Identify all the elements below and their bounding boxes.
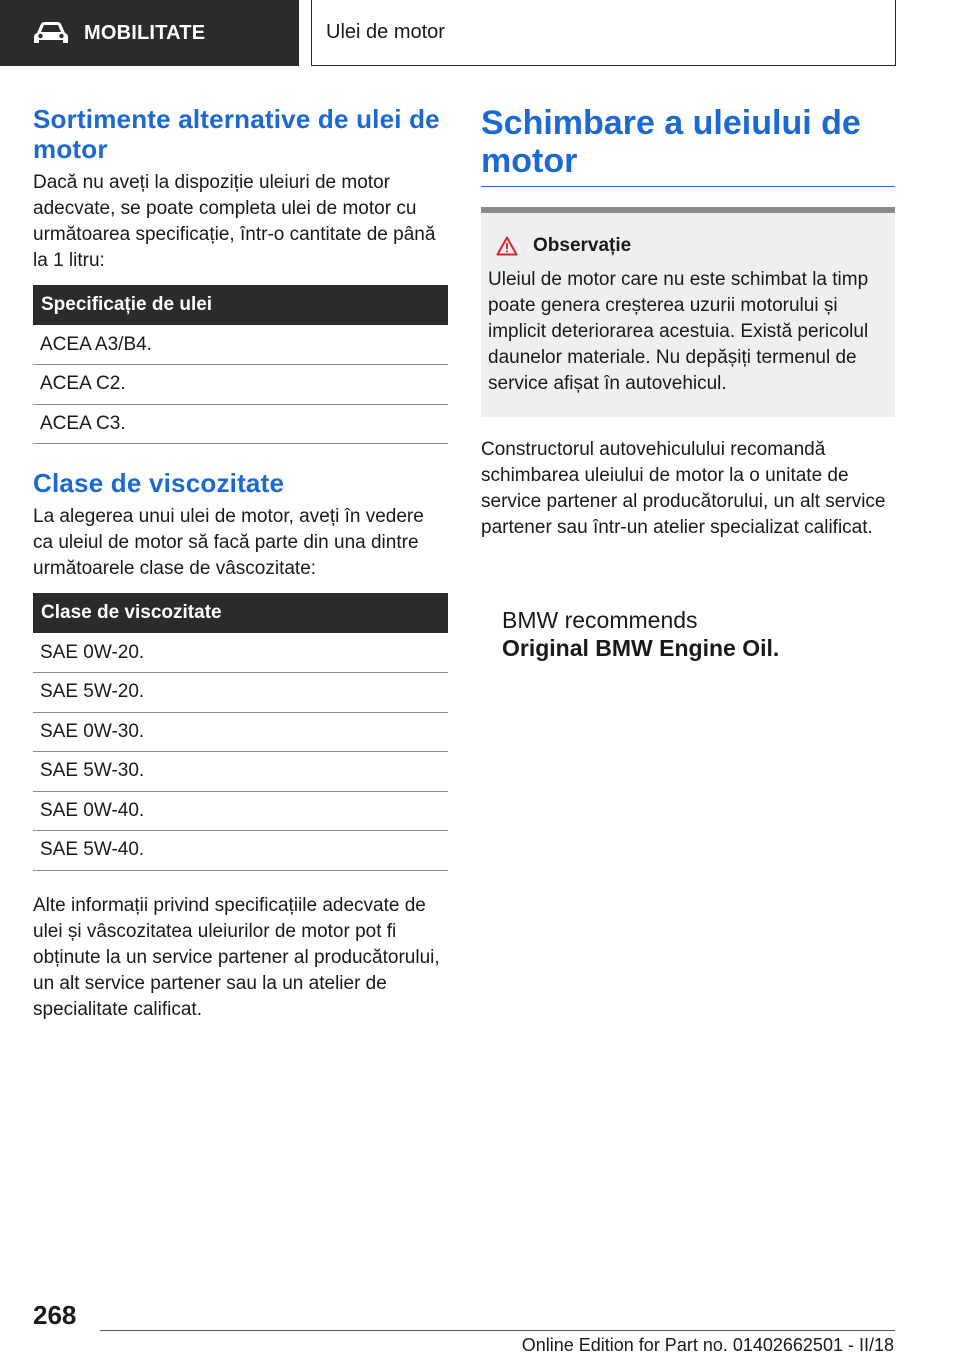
table-cell: ACEA C2. [33,365,448,405]
table-row [33,791,448,831]
left-column [33,104,448,1023]
table-row [33,673,448,713]
oil-change-heading: Schimbare a uleiului de motor [481,104,861,180]
table-header: Clase de viscozitate [33,593,448,633]
table-row [33,404,448,444]
viscosity-heading: Clase de viscozitate [33,468,285,498]
table-cell: ACEA C3. [33,404,448,444]
page-number: 268 [33,1300,77,1330]
table-cell: SAE 5W-40. [33,831,448,871]
table-header: Specificație de ulei [33,285,448,325]
table-cell: ACEA A3/B4. [33,325,448,365]
viscosity-text: La alegerea unui ulei de motor, aveți în vedere ca uleiul de motor să facă parte din una dintre următoarele clase de vâscozitate: [33,506,424,579]
car-icon [32,20,70,46]
chapter-title: Ulei de motor [326,21,445,43]
table-row [33,633,448,673]
edition-text: Online Edition for Part no. 01402662501 - II/18 [521,1335,894,1355]
table-cell: SAE 5W-30. [33,752,448,792]
bmw-recommendation [502,606,892,662]
chapter-title-tab [311,0,896,66]
section-header [0,0,299,66]
note-title: Observație [533,235,632,256]
right-column [481,104,895,541]
table-row [33,752,448,792]
bmw-line-2: Original BMW Engine Oil. [502,635,780,661]
oil-spec-table [33,285,448,444]
bmw-line-1: BMW recommends [502,607,698,633]
more-info-text: Alte informații privind specificațiile adecvate de ulei și vâscozitatea uleiurilor de motor pot fi obținute la un service partener al producătorului, un alt service partener sau la un atelier de specialitate calificat. [33,894,440,1020]
alt-oil-heading: Sortimente alternative de ulei de motor [33,104,440,164]
table-row [33,831,448,871]
table-row [33,365,448,405]
table-row [33,712,448,752]
note-header [496,235,887,257]
table-cell: SAE 0W-40. [33,791,448,831]
alt-oil-text: Dacă nu aveți la dispoziție uleiuri de motor adecvate, se poate completa ulei de motor cu următoarea specificație, într-o cantitate de până la 1 litru: [33,172,436,271]
viscosity-table [33,593,448,871]
footer-rule [100,1330,895,1331]
warning-note [481,207,895,417]
table-cell: SAE 0W-20. [33,633,448,673]
section-label: MOBILITATE [84,21,206,44]
table-cell: SAE 5W-20. [33,673,448,713]
note-text: Uleiul de motor care nu este schimbat la timp poate genera creșterea uzurii motorului și implicit deteriorarea acestuia. Există pericolul daunelor materiale. Nu depășiți termenul de service afișat în autovehicul. [488,269,869,394]
heading-rule [481,186,895,187]
table-row [33,325,448,365]
table-cell: SAE 0W-30. [33,712,448,752]
warning-triangle-icon [496,236,518,256]
oil-change-body: Constructorul autovehiculului recomandă schimbarea uleiului de motor la o unitate de service partener al producătorului, un alt service partener sau într-un atelier specializat calificat. [481,439,886,538]
